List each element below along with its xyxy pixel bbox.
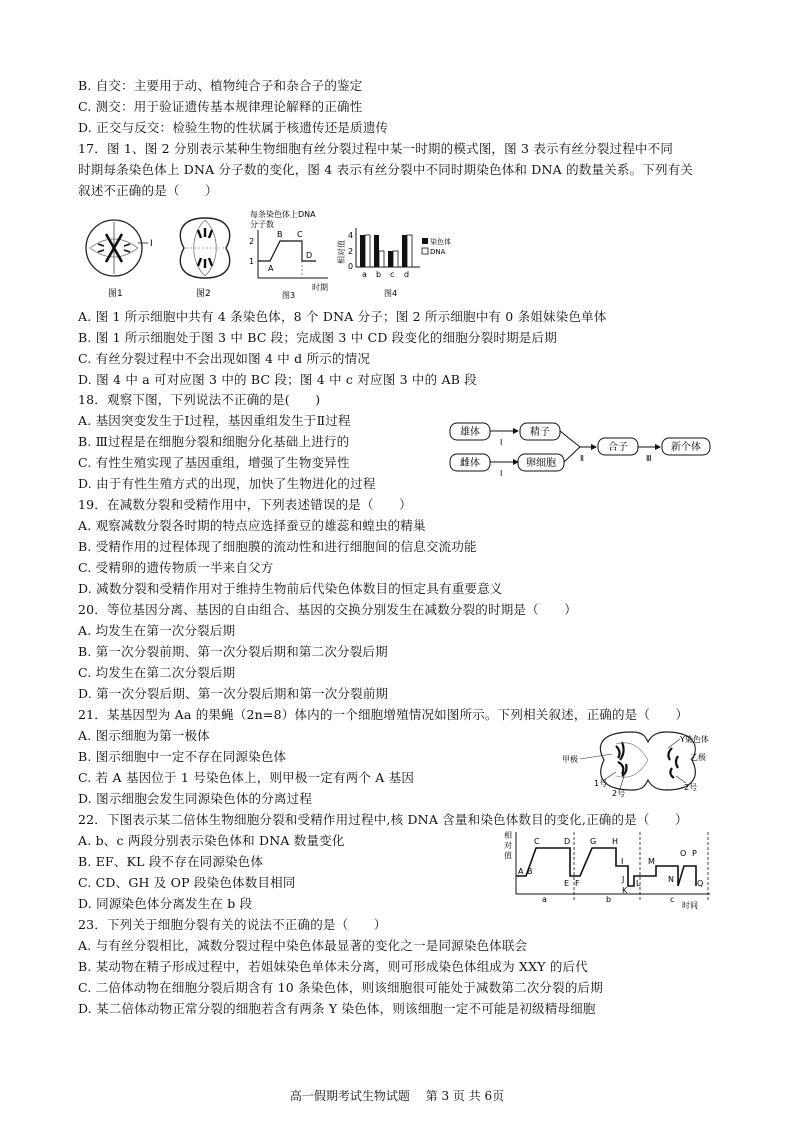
female-text: 雌体 — [460, 458, 480, 469]
q23-option-d: D. 某二倍体动物正常分裂的细胞若含有两条 Y 染色体，则该细胞一定不可能是初级精母细胞 — [78, 1001, 596, 1016]
q19-option-c: C. 受精卵的遗传物质一半来自父方 — [78, 560, 274, 575]
male-text: 雄体 — [460, 427, 480, 438]
fig3-label: 图3 — [282, 291, 296, 300]
fig1-label: 图1 — [108, 289, 123, 299]
fig3-xlabel: 时期 — [312, 283, 328, 292]
q20-option-b: B. 第一次分裂前期、第一次分裂后期和第二次分裂后期 — [78, 644, 388, 659]
q17-figure-1 — [80, 210, 160, 302]
fig4-legend-dna-swatch — [422, 248, 428, 254]
q22-ylabel-2: 对 — [504, 841, 512, 850]
fig3-C: C — [297, 230, 303, 239]
sperm-text: 精子 — [530, 427, 550, 438]
pt-E: E — [564, 879, 570, 888]
jia-pole: 甲极 — [562, 755, 578, 764]
q23-option-a: A. 与有丝分裂相比，减数分裂过程中染色体最显著的变化之一是同源染色体联会 — [78, 938, 528, 953]
pt-O: O — [680, 849, 687, 858]
fig4-legend-chrom-swatch — [422, 238, 428, 244]
fig4-bar-chrom-d — [402, 235, 407, 267]
q22-option-d: D. 同源染色体分离发生在 b 段 — [78, 896, 253, 911]
fig4-bar-chrom-b — [374, 235, 379, 267]
fig4-label: 图4 — [384, 289, 398, 298]
q17-option-a: A. 图 1 所示细胞中共有 4 条染色体，8 个 DNA 分子；图 2 所示细胞中有 0 条姐妹染色单体 — [78, 309, 607, 324]
q20-option-d: D. 第一次分裂后期、第一次分裂后期和第一次分裂前期 — [78, 686, 389, 701]
q18-option-c: C. 有性生殖实现了基因重组，增强了生物变异性 — [78, 455, 350, 470]
q16-option-c: C. 测交：用于验证遗传基本规律理论解释的正确性 — [78, 99, 363, 114]
fig4-legend-chrom: 染色体 — [430, 238, 451, 246]
q17-figure-2 — [170, 210, 240, 302]
footer-title: 高一假期考试生物试题 — [289, 1089, 410, 1103]
q23-option-c: C. 二倍体动物在细胞分裂后期含有 10 条染色体，则该细胞很可能处于减数第二次分裂的后期 — [78, 980, 603, 995]
q16-option-d: D. 正交与反交：检验生物的性状属于核遗传还是质遗传 — [78, 120, 389, 135]
no2a-label: 2号 — [612, 789, 626, 798]
yi-pole: 乙极 — [690, 753, 706, 762]
fig4-y0: 0 — [348, 262, 354, 271]
pt-P: P — [692, 849, 697, 858]
pt-D: D — [564, 837, 571, 846]
fig2-label: 图2 — [196, 289, 211, 299]
no1-label: 1号 — [594, 779, 608, 788]
page-footer — [0, 1087, 794, 1104]
fig4-cat-c: c — [390, 270, 395, 279]
q20-option-a: A. 均发生在第一次分裂后期 — [78, 623, 236, 638]
fig4-cat-d: d — [404, 270, 410, 279]
q18-option-a: A. 基因突变发生于Ⅰ过程，基因重组发生于Ⅱ过程 — [78, 413, 351, 428]
fig4-legend-dna: DNA — [430, 248, 446, 256]
pt-Q: Q — [697, 879, 704, 888]
q17-option-b: B. 图 1 所示细胞处于图 3 中 BC 段；完成图 3 中 CD 段变化的细胞分裂时期是后期 — [78, 330, 557, 345]
seg-b: b — [606, 895, 612, 904]
q22-option-b: B. EF、KL 段不存在同源染色体 — [78, 854, 264, 869]
q20-stem: 20．等位基因分离、基因的自由组合、基因的交换分别发生在减数分裂的时期是（ ） — [78, 602, 577, 617]
q22-option-a: A. b、c 两段分别表示染色体和 DNA 数量变化 — [78, 833, 345, 848]
q23-option-b: B. 某动物在精子形成过程中，若姐妹染色单体未分离，则可形成染色体组成为 XXY 的后代 — [78, 959, 588, 974]
q21-option-d: D. 图示细胞会发生同源染色体的分离过程 — [78, 791, 313, 806]
q22-stem: 22．下图表示某二倍体生物细胞分裂和受精作用过程中,核 DNA 含量和染色体数目的变化,正确的是（ ） — [78, 812, 688, 827]
no2b-label: 2号 — [684, 783, 698, 792]
q21-option-b: B. 图示细胞中一定不存在同源染色体 — [78, 749, 287, 764]
q17-stem-2: 时期每条染色体上 DNA 分子数的变化，图 4 表示有丝分裂中不同时期染色体和 DNA 的数量关系。下列有关 — [78, 162, 694, 177]
process-3: Ⅲ — [646, 454, 652, 463]
q19-option-b: B. 受精作用的过程体现了细胞膜的流动性和进行细胞间的信息交流功能 — [78, 539, 477, 554]
pt-J: J — [622, 875, 625, 884]
fig4-bar-dna-a — [365, 235, 370, 267]
fig3-y2: 2 — [249, 237, 255, 246]
pt-L: L — [636, 879, 641, 888]
fig4-bar-dna-d — [407, 235, 412, 267]
q22-ylabel-3: 值 — [504, 851, 512, 860]
q19-option-d: D. 减数分裂和受精作用对于维持生物前后代染色体数目的恒定具有重要意义 — [78, 581, 503, 596]
pt-I: I — [621, 857, 624, 866]
y-chrom-label: Y染色体 — [680, 735, 709, 744]
process-1-bottom: Ⅰ — [500, 469, 503, 478]
q18-stem: 18．观察下图，下列说法不正确的是( ) — [78, 392, 321, 407]
seg-c: c — [670, 895, 675, 904]
fig3-y1: 1 — [249, 257, 255, 266]
q18-option-b: B. Ⅲ过程是在细胞分裂和细胞分化基础上进行的 — [78, 434, 350, 449]
pt-B: B — [527, 867, 533, 876]
q19-option-a: A. 观察减数分裂各时期的特点应选择蚕豆的雄蕊和蝗虫的精巢 — [78, 518, 426, 533]
fig3-B: B — [277, 230, 283, 239]
fig1-mark: I — [150, 239, 153, 249]
q17-option-d: D. 图 4 中 a 可对应图 3 中的 BC 段；图 4 中 c 对应图 3 中的 AB 段 — [78, 372, 477, 387]
fig4-cat-a: a — [362, 270, 367, 279]
fig4-y4: 4 — [348, 231, 354, 240]
fig4-bar-dna-b — [379, 251, 384, 267]
q17-figure-4 — [334, 222, 451, 302]
seg-a: a — [542, 895, 547, 904]
pt-G: G — [590, 837, 597, 846]
q17-stem-3: 叙述不正确的是（ ） — [78, 183, 218, 198]
process-1-top: Ⅰ — [500, 438, 503, 447]
q22-line-graph — [498, 828, 720, 910]
q17-stem-1: 17．图 1、图 2 分别表示某种生物细胞有丝分裂过程中某一时期的模式图，图 3 表示有丝分裂过程中不同 — [78, 141, 674, 156]
footer-page: 第 3 页 共 6页 — [425, 1089, 505, 1103]
zygote-text: 合子 — [608, 442, 628, 453]
q21-option-a: A. 图示细胞为第一极体 — [78, 728, 210, 743]
q17-figure-3 — [246, 206, 346, 302]
fig3-title-2: 分子数 — [250, 220, 274, 229]
q19-stem: 19．在减数分裂和受精作用中，下列表述错误的是（ ） — [78, 497, 412, 512]
q18-flow-diagram — [448, 418, 718, 478]
q20-option-c: C. 均发生在第二次分裂后期 — [78, 665, 236, 680]
fig4-y2: 2 — [348, 247, 354, 256]
fig3-A: A — [268, 264, 274, 273]
pt-M: M — [648, 857, 655, 866]
q21-cell-figure — [560, 726, 720, 802]
fig4-ylabel: 相对值 — [337, 240, 346, 264]
fig3-title-1: 每条染色体上DNA — [250, 210, 316, 219]
pt-K: K — [622, 886, 628, 895]
q23-stem: 23．下列关于细胞分裂有关的说法不正确的是（ ） — [78, 917, 387, 932]
newbody-text: 新个体 — [671, 442, 701, 453]
q22-ylabel-1: 相 — [504, 831, 512, 840]
pt-N: N — [668, 875, 674, 884]
q21-option-c: C. 若 A 基因位于 1 号染色体上，则甲极一定有两个 A 基因 — [78, 770, 415, 785]
fig4-cat-b: b — [376, 270, 382, 279]
fig4-bar-chrom-c — [388, 251, 393, 267]
pt-F: F — [575, 879, 580, 888]
q16-option-b: B. 自交：主要用于动、植物纯合子和杂合子的鉴定 — [78, 78, 363, 93]
pt-H: H — [612, 837, 619, 846]
q17-option-c: C. 有丝分裂过程中不会出现如图 4 中 d 所示的情况 — [78, 351, 371, 366]
egg-text: 卵细胞 — [526, 458, 556, 469]
q22-option-c: C. CD、GH 及 OP 段染色体数目相同 — [78, 875, 296, 890]
q22-xlabel: 时间 — [682, 901, 698, 910]
pt-A: A — [518, 867, 524, 876]
fig4-bar-dna-c — [393, 251, 398, 267]
pt-C: C — [534, 837, 540, 846]
process-2: Ⅱ — [580, 454, 584, 463]
fig3-D: D — [306, 251, 313, 260]
q21-stem: 21．某基因型为 Aa 的果蝇（2n=8）体内的一个细胞增殖情况如图所示。下列相关叙述，正确的是（ ） — [78, 707, 689, 722]
q18-option-d: D. 由于有性生殖方式的出现，加快了生物进化的过程 — [78, 476, 376, 491]
fig4-bar-chrom-a — [360, 235, 365, 267]
